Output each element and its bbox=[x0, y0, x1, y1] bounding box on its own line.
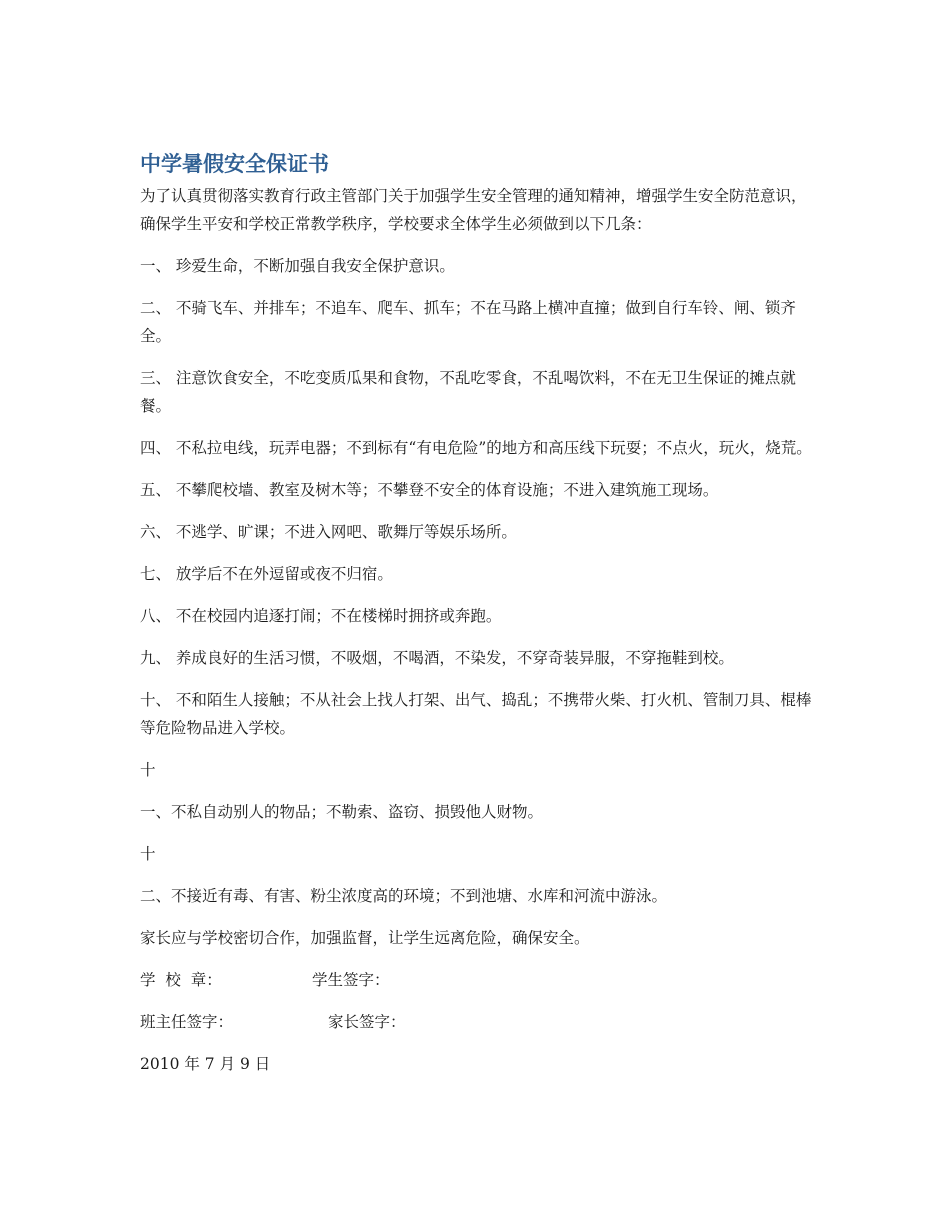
parent-signature-label: 家长签字： bbox=[328, 1013, 406, 1031]
rule-item: 二、 不骑飞车、并排车；不追车、爬车、抓车；不在马路上横冲直撞；做到自行车铃、闸、锁齐全。 bbox=[140, 299, 796, 345]
rule-item: 一、 珍爱生命，不断加强自我安全保护意识。 bbox=[140, 257, 455, 275]
document-date: 2010 年 7 月 9 日 bbox=[140, 1055, 271, 1073]
rule-item: 二、不接近有毒、有害、粉尘浓度高的环境；不到池塘、水库和河流中游泳。 bbox=[140, 887, 668, 905]
rule-item: 四、 不私拉电线，玩弄电器；不到标有“有电危险”的地方和高压线下玩耍；不点火，玩火，烧荒。 bbox=[140, 439, 812, 457]
school-seal-label: 学 校 章： bbox=[140, 971, 222, 989]
rule-item: 九、 养成良好的生活习惯，不吸烟，不喝酒，不染发，不穿奇装异服，不穿拖鞋到校。 bbox=[140, 649, 734, 667]
intro-paragraph: 为了认真贯彻落实教育行政主管部门关于加强学生安全管理的通知精神，增强学生安全防范意识，确保学生平安和学校正常教学秩序，学校要求全体学生必须做到以下几条： bbox=[140, 187, 807, 233]
student-signature-label: 学生签字： bbox=[312, 971, 390, 989]
rule-item: 六、 不逃学、旷课；不进入网吧、歌舞厅等娱乐场所。 bbox=[140, 523, 517, 541]
rule-item: 八、 不在校园内追逐打闹；不在楼梯时拥挤或奔跑。 bbox=[140, 607, 502, 625]
rule-item: 三、 注意饮食安全，不吃变质瓜果和食物，不乱吃零食，不乱喝饮料，不在无卫生保证的摊点就餐。 bbox=[140, 369, 796, 415]
signature-row-1 bbox=[140, 966, 820, 994]
rule-item: 十、 不和陌生人接触；不从社会上找人打架、出气、捣乱；不携带火柴、打火机、管制刀具、棍棒等危险物品进入学校。 bbox=[140, 691, 812, 737]
document-title: 中学暑假安全保证书 bbox=[140, 152, 329, 176]
signature-row-2 bbox=[140, 1008, 820, 1036]
rule-item: 七、 放学后不在外逗留或夜不归宿。 bbox=[140, 565, 393, 583]
document-page bbox=[140, 150, 820, 1078]
teacher-signature-label: 班主任签字： bbox=[140, 1013, 234, 1031]
closing-paragraph: 家长应与学校密切合作，加强监督，让学生远离危险，确保安全。 bbox=[140, 929, 590, 947]
rule-item: 一、不私自动别人的物品；不勒索、盗窃、损毁他人财物。 bbox=[140, 803, 544, 821]
rule-item: 十 bbox=[140, 845, 156, 863]
rule-item: 十 bbox=[140, 761, 156, 779]
rule-item: 五、 不攀爬校墙、教室及树木等；不攀登不安全的体育设施；不进入建筑施工现场。 bbox=[140, 481, 719, 499]
